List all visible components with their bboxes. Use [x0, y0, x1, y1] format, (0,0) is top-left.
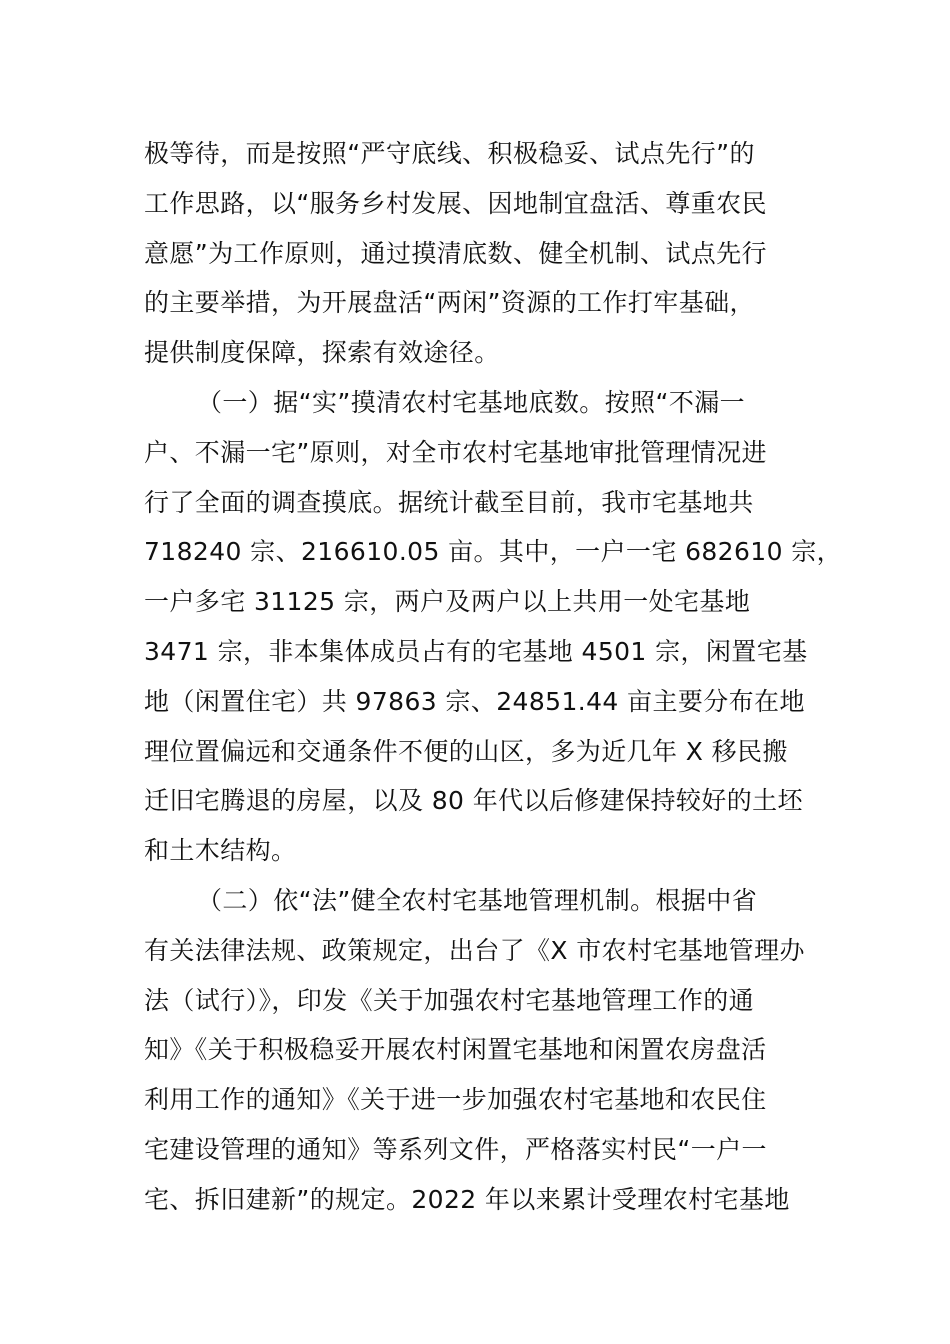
- section-heading-line: （一）据“实”摸清农村宅基地底数。按照“不漏一: [197, 387, 746, 417]
- text-line: 地（闲置住宅）共 97863 宗、24851.44 亩主要分布在地: [144, 686, 805, 716]
- text-line: 宅、拆旧建新”的规定。2022 年以来累计受理农村宅基地: [144, 1184, 790, 1214]
- text-line: 工作思路，以“服务乡村发展、因地制宜盘活、尊重农民: [144, 188, 767, 218]
- text-line: 有关法律法规、政策规定，出台了《X 市农村宅基地管理办: [144, 935, 805, 965]
- text-line: 迁旧宅腾退的房屋，以及 80 年代以后修建保持较好的土坯: [144, 786, 803, 816]
- text-line: 法（试行）》，印发《关于加强农村宅基地管理工作的通: [144, 985, 755, 1015]
- body-text: [144, 129, 843, 1225]
- text-line: 提供制度保障，探索有效途径。: [144, 338, 500, 368]
- text-line: 宅建设管理的通知》等系列文件，严格落实村民“一户一: [144, 1134, 767, 1164]
- text-line: 利用工作的通知》《关于进一步加强农村宅基地和农民住: [144, 1085, 767, 1115]
- text-line: 极等待，而是按照“严守底线、积极稳妥、试点先行”的: [144, 139, 755, 168]
- text-line: 理位置偏远和交通条件不便的山区，多为近几年 X 移民搬: [144, 736, 788, 766]
- text-line: 意愿”为工作原则，通过摸清底数、健全机制、试点先行: [144, 238, 767, 268]
- text-line: 的主要举措，为开展盘活“两闲”资源的工作打牢基础，: [144, 288, 755, 318]
- text-line: 和土木结构。: [144, 836, 297, 866]
- section-heading-line: （二）依“法”健全农村宅基地管理机制。根据中省: [197, 885, 758, 915]
- text-line: 一户多宅 31125 宗，两户及两户以上共用一处宅基地: [144, 587, 751, 617]
- text-line: 718240 宗、216610.05 亩。其中，一户一宅 682610 宗，: [144, 537, 843, 567]
- text-line: 知》《关于积极稳妥开展农村闲置宅基地和闲置农房盘活: [144, 1035, 767, 1065]
- text-line: 3471 宗，非本集体成员占有的宅基地 4501 宗，闲置宅基: [144, 636, 808, 666]
- text-line: 行了全面的调查摸底。据统计截至目前，我市宅基地共: [144, 487, 754, 517]
- text-line: 户、不漏一宅”原则，对全市农村宅基地审批管理情况进: [144, 437, 767, 467]
